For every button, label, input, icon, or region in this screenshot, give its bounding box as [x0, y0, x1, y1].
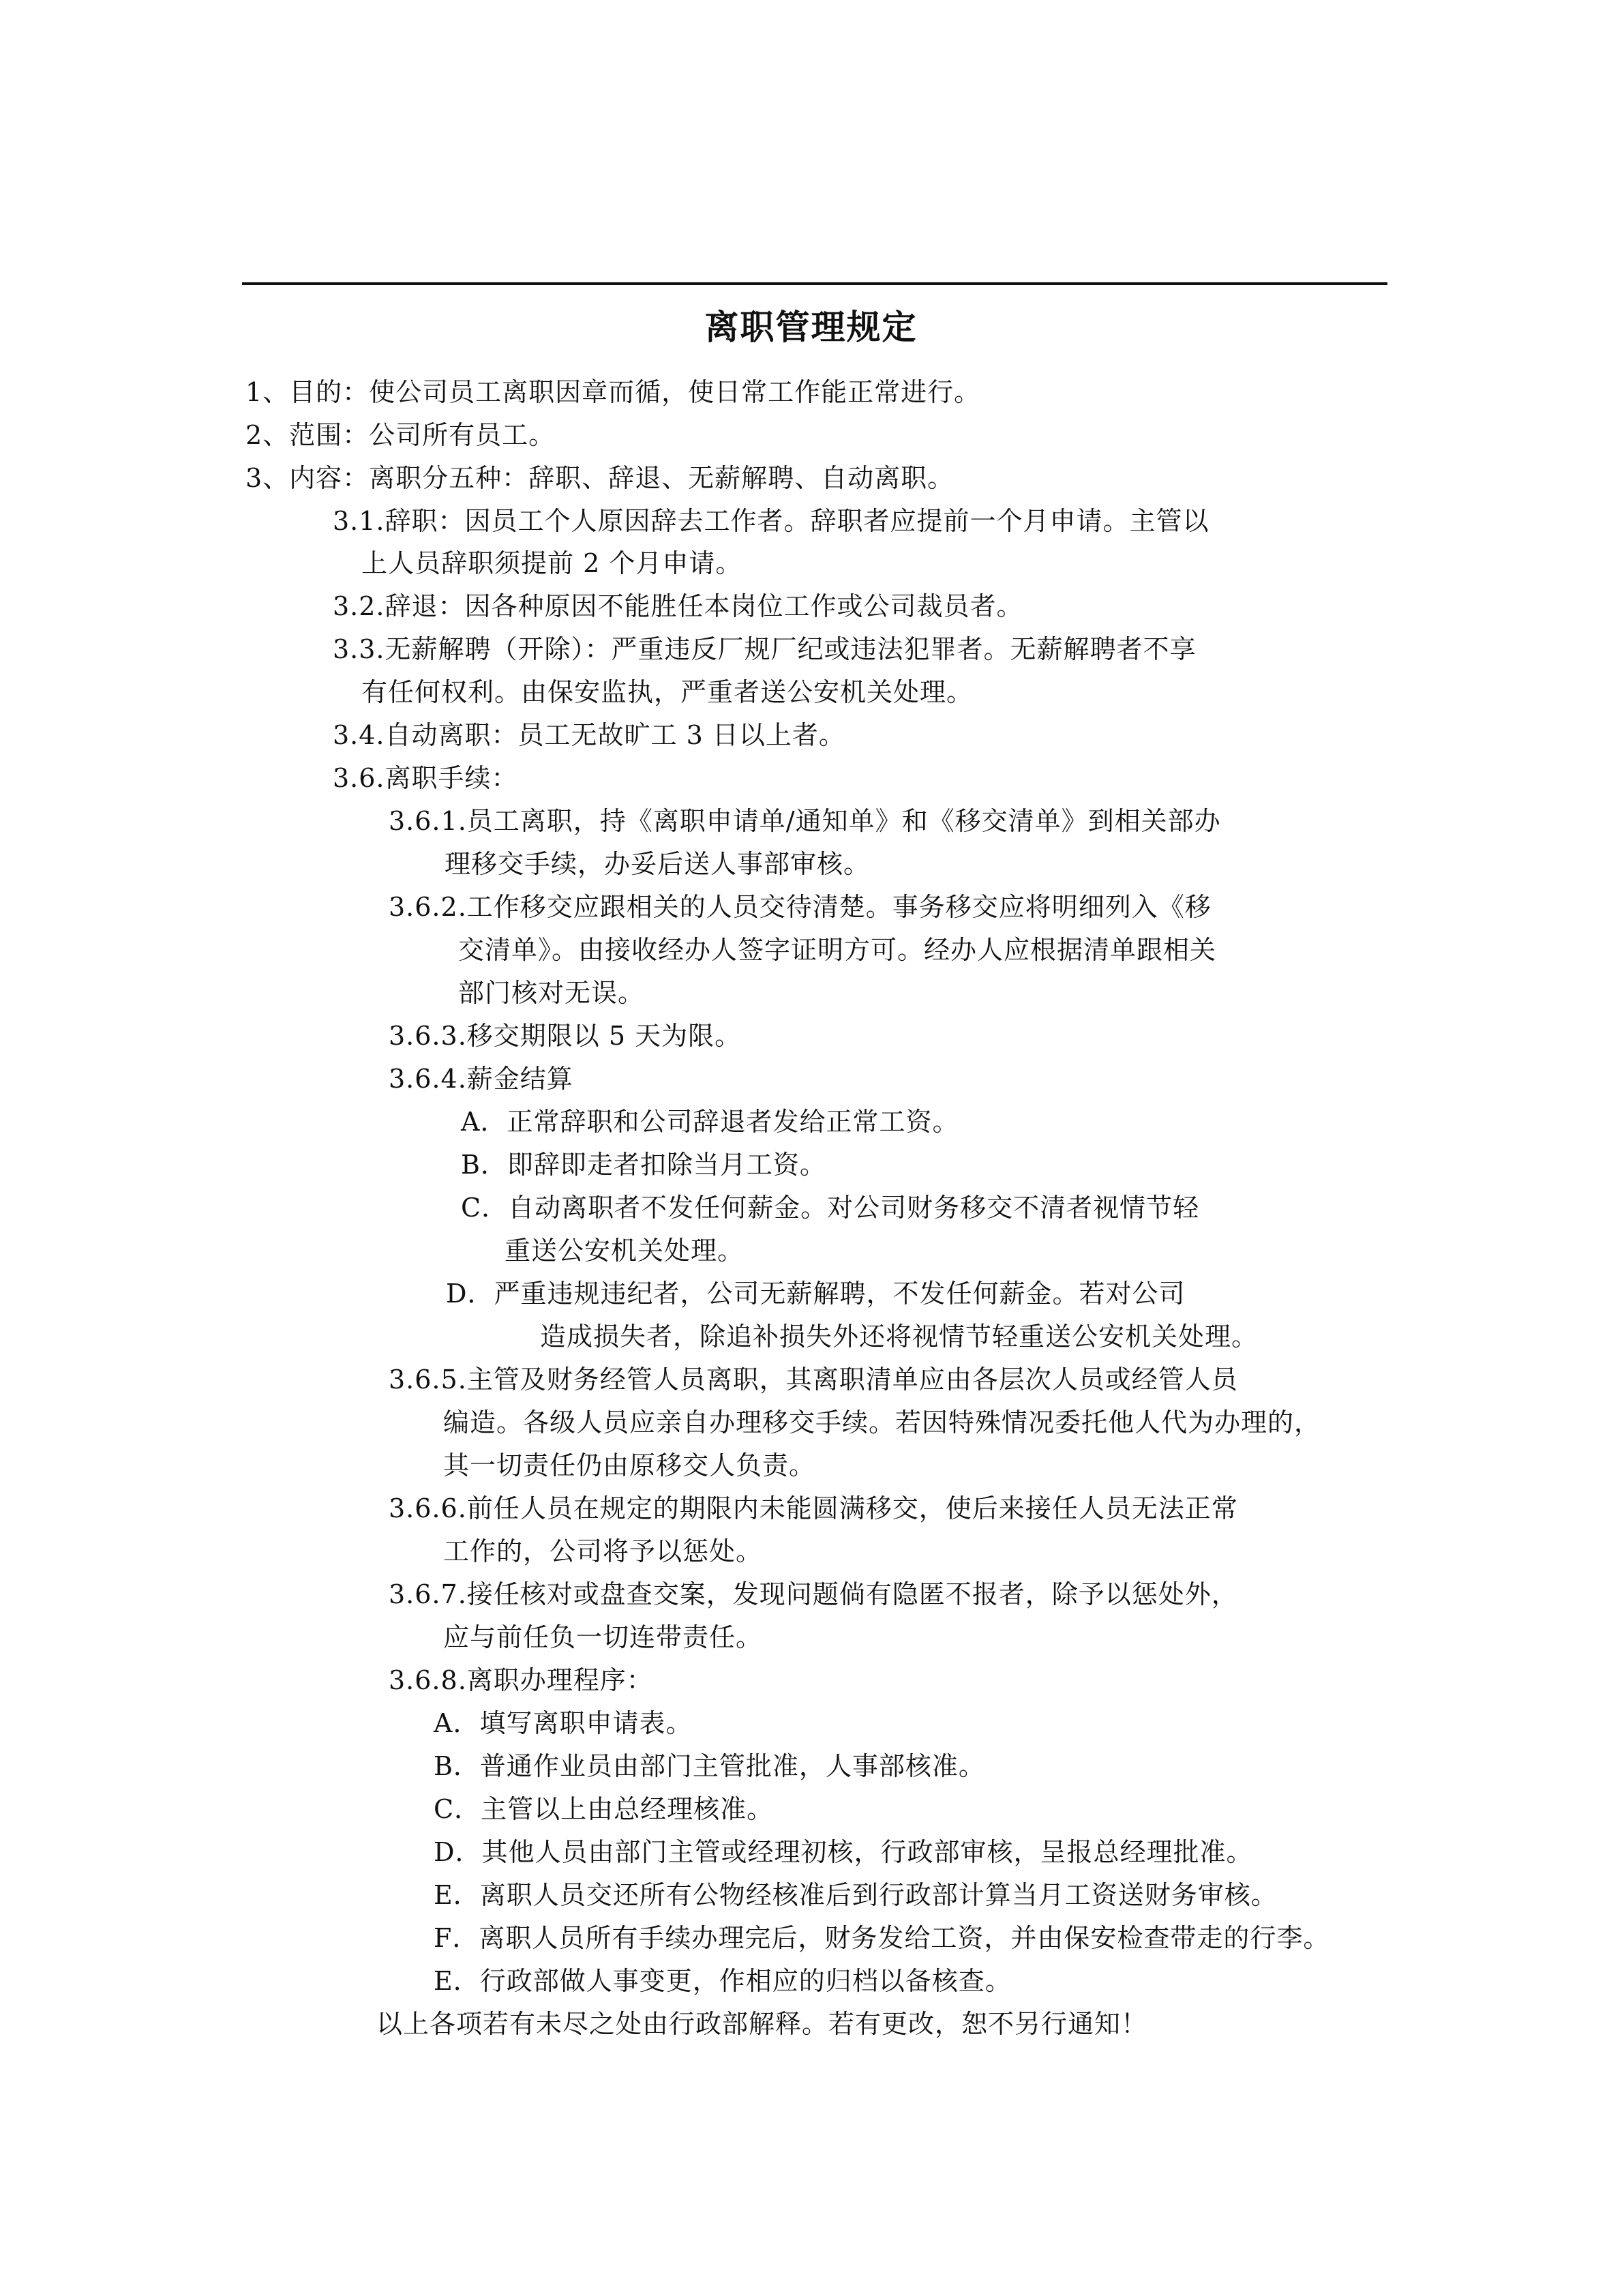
- clause-3-6-7-line-1: 3.6.7.接任核对或盘查交案，发现问题倘有隐匿不报者，除予以惩处外，: [389, 1579, 1238, 1609]
- clause-3-6-6-line-1: 3.6.6.前任人员在规定的期限内未能圆满移交，使后来接任人员无法正常: [389, 1493, 1238, 1523]
- clause-3-6-1-line-1: 3.6.1.员工离职，持《离职申请单/通知单》和《移交清单》到相关部办: [389, 806, 1221, 836]
- clause-3-6-3: 3.6.3.移交期限以 5 天为限。: [389, 1021, 742, 1051]
- clause-3-6-4-c-line-2: 重送公安机关处理。: [505, 1236, 745, 1266]
- clause-3-6-6-line-2: 工作的，公司将予以惩处。: [443, 1536, 763, 1566]
- clause-3-6-8: 3.6.8.离职办理程序：: [389, 1665, 653, 1695]
- clause-3-6-1-line-2: 理移交手续，办妥后送人事部审核。: [445, 849, 871, 879]
- clause-3-6-8-e2: E．行政部做人事变更，作相应的归档以备核查。: [434, 1966, 1012, 1996]
- clause-3-6-4-d-line-1: D．严重违规违纪者，公司无薪解聘，不发任何薪金。若对公司: [446, 1279, 1186, 1309]
- clause-3-6-7-line-2: 应与前任负一切连带责任。: [443, 1622, 763, 1652]
- clause-2-scope: 2、范围：公司所有员工。: [245, 420, 556, 450]
- closing-note: 以上各项若有未尽之处由行政部解释。若有更改，恕不另行通知！: [376, 2009, 1148, 2039]
- clause-3-6-4: 3.6.4.薪金结算: [389, 1064, 573, 1094]
- clause-3-6-2-line-3: 部门核对无误。: [458, 978, 645, 1008]
- clause-3-6-8-e: E．离职人员交还所有公物经核准后到行政部计算当月工资送财务审核。: [434, 1880, 1278, 1910]
- clause-3-2: 3.2.辞退：因各种原因不能胜任本岗位工作或公司裁员者。: [333, 591, 1023, 621]
- clause-3-1-line-1: 3.1.辞职：因员工个人原因辞去工作者。辞职者应提前一个月申请。主管以: [333, 506, 1210, 536]
- clause-3-6-5-line-2: 编造。各级人员应亲自办理移交手续。若因特殊情况委托他人代为办理的，: [443, 1407, 1321, 1437]
- clause-3-3-line-1: 3.3.无薪解聘（开除）：严重违反厂规厂纪或违法犯罪者。无薪解聘者不享: [333, 634, 1197, 664]
- clause-3-6-4-d-line-2: 造成损失者，除追补损失外还将视情节轻重送公安机关处理。: [540, 1322, 1259, 1352]
- clause-3-6: 3.6.离职手续：: [333, 763, 518, 793]
- clause-3-6-8-f: F．离职人员所有手续办理完后，财务发给工资，并由保安检查带走的行李。: [434, 1923, 1330, 1953]
- clause-3-6-8-c: C．主管以上由总经理核准。: [434, 1794, 774, 1824]
- clause-1-purpose: 1、目的：使公司员工离职因章而循，使日常工作能正常进行。: [245, 377, 981, 407]
- clause-3-6-5-line-3: 其一切责任仍由原移交人负责。: [443, 1450, 816, 1480]
- clause-3-6-8-d: D．其他人员由部门主管或经理初核，行政部审核，呈报总经理批准。: [434, 1837, 1253, 1867]
- clause-3-content: 3、内容：离职分五种：辞职、辞退、无薪解聘、自动离职。: [245, 463, 955, 493]
- clause-3-4: 3.4.自动离职：员工无故旷工 3 日以上者。: [333, 720, 845, 750]
- clause-3-1-line-2: 上人员辞职须提前 2 个月申请。: [361, 548, 742, 578]
- clause-3-3-line-2: 有任何权利。由保安监执，严重者送公安机关处理。: [361, 677, 974, 707]
- document-title: 离职管理规定: [704, 308, 918, 347]
- clause-3-6-4-b: B．即辞即走者扣除当月工资。: [461, 1150, 826, 1180]
- clause-3-6-4-c-line-1: C．自动离职者不发任何薪金。对公司财务移交不清者视情节轻: [461, 1193, 1200, 1223]
- clause-3-6-8-b: B．普通作业员由部门主管批准，人事部核准。: [434, 1751, 985, 1781]
- clause-3-6-2-line-1: 3.6.2.工作移交应跟相关的人员交待清楚。事务移交应将明细列入《移: [389, 892, 1212, 922]
- clause-3-6-4-a: A．正常辞职和公司辞退者发给正常工资。: [461, 1107, 959, 1137]
- clause-3-6-8-a: A．填写离职申请表。: [434, 1708, 693, 1738]
- clause-3-6-2-line-2: 交清单》。由接收经办人签字证明方可。经办人应根据清单跟相关: [458, 935, 1217, 965]
- clause-3-6-5-line-1: 3.6.5.主管及财务经管人员离职，其离职清单应由各层次人员或经管人员: [389, 1365, 1238, 1395]
- header-rule: [242, 282, 1387, 285]
